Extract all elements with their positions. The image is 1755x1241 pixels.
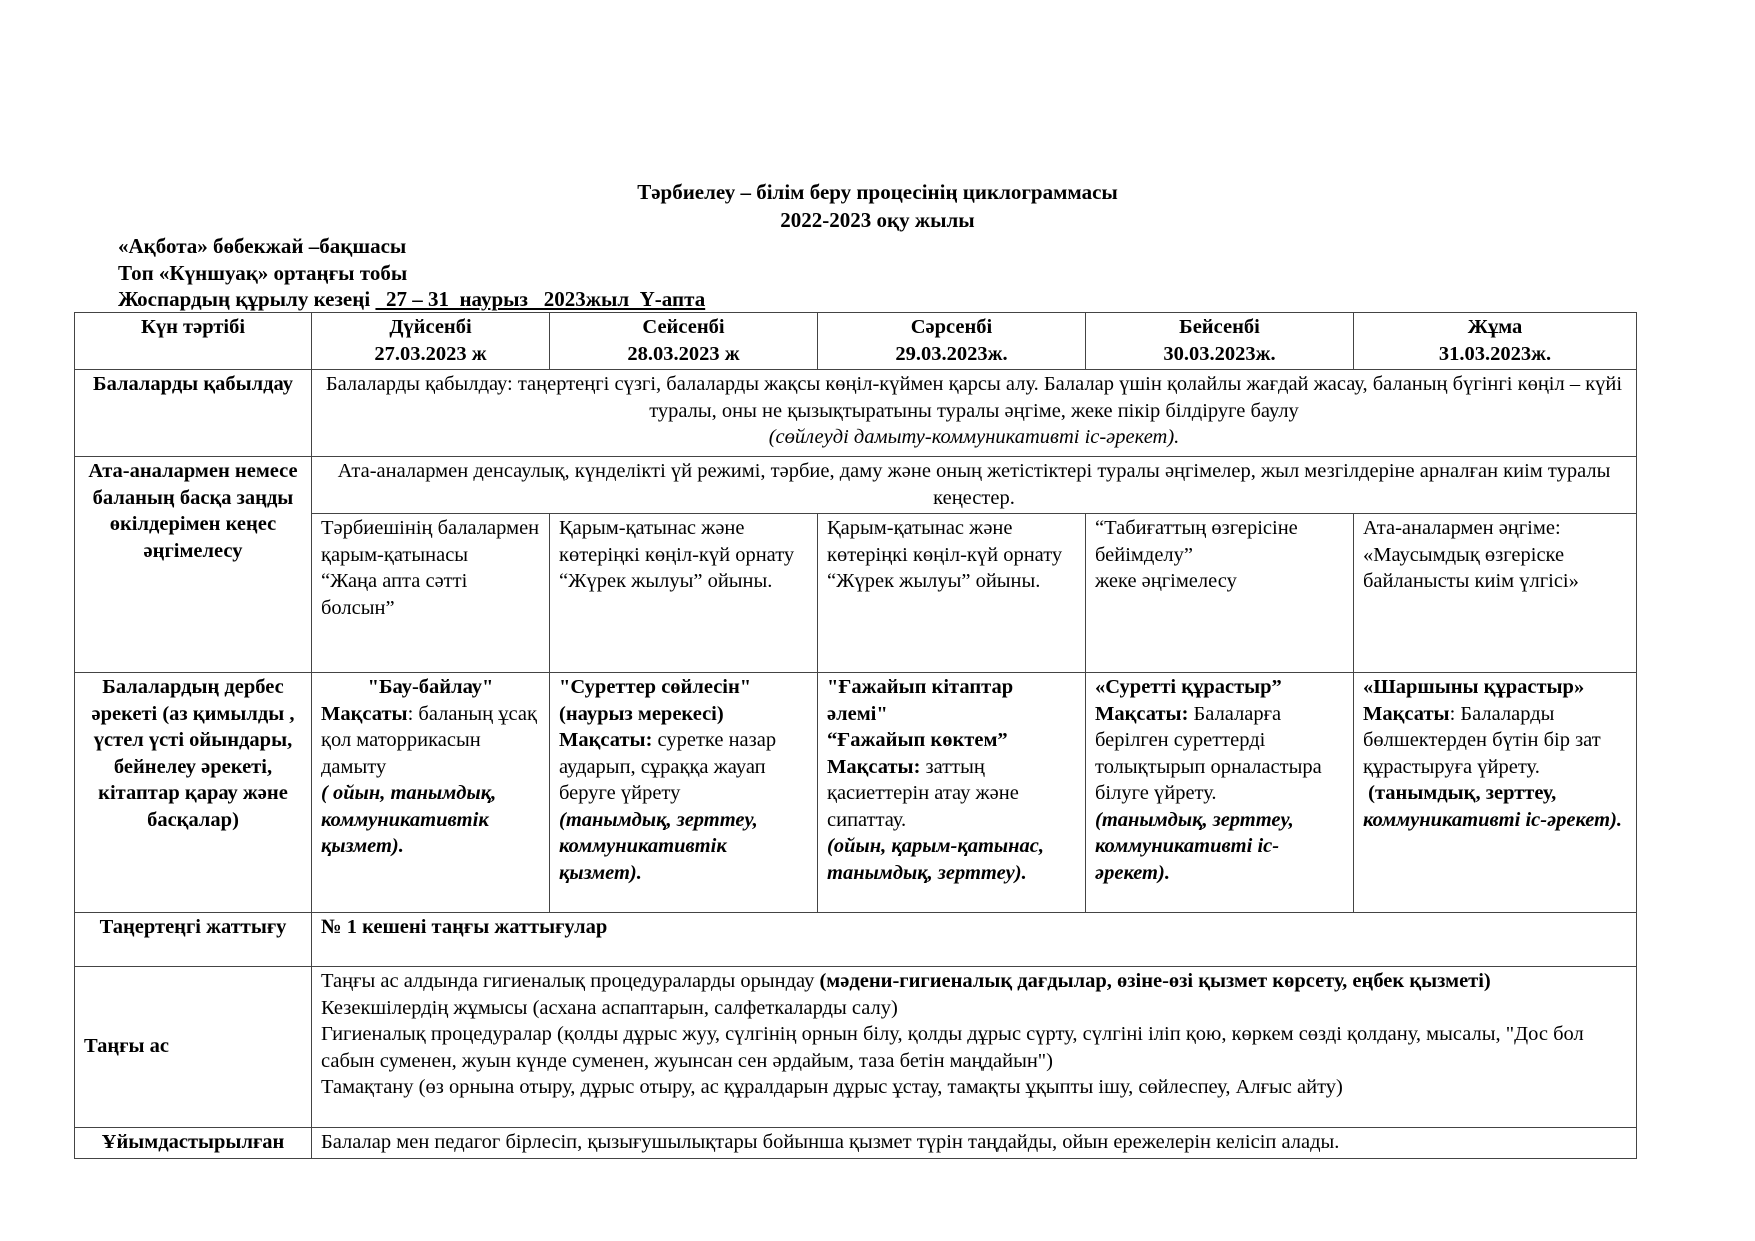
header-day-wednesday: Сәрсенбі 29.03.2023ж. bbox=[818, 313, 1086, 370]
activity-monday: "Бау-байлау" Мақсаты: баланың ұсақ қол маторрикасын дамыту ( ойын, танымдық, коммуникативтік қызмет). bbox=[312, 673, 550, 913]
parents-common-text: Ата-аналармен денсаулық, күнделікті үй режимі, тәрбие, даму және оның жетістіктері туралы әңгімелер, жыл мезгілдеріне арналған киім туралы кеңестер. bbox=[312, 457, 1637, 514]
group-name: Топ «Күншуақ» ортаңғы тобы bbox=[118, 261, 408, 285]
schedule-table bbox=[74, 312, 1637, 1159]
period-label: Жоспардың құрылу кезеңі bbox=[118, 287, 371, 311]
row-reception bbox=[75, 370, 1637, 457]
academic-year: 2022-2023 оқу жылы bbox=[780, 208, 975, 232]
row-label-independent-activity: Балалардың дербес әрекеті (аз қимылды , үстел үсті ойындары, бейнелеу әрекеті, кітаптар қарау және басқалар) bbox=[75, 673, 312, 913]
planning-period bbox=[118, 285, 705, 313]
row-independent-activity bbox=[75, 673, 1637, 913]
header-daily-routine: Күн тәртібі bbox=[75, 313, 312, 370]
activity-friday: «Шаршыны құрастыр» Мақсаты: Балаларды бөлшектерден бүтін бір зат құрастыруға үйрету. (танымдық, зерттеу, коммуникативті іс-әрекет). bbox=[1354, 673, 1637, 913]
row-label-organized-activity: Ұйымдастырылған bbox=[75, 1128, 312, 1159]
table-header-row bbox=[75, 313, 1637, 370]
row-label-morning-exercise: Таңертеңгі жаттығу bbox=[75, 913, 312, 967]
row-label-reception: Балаларды қабылдау bbox=[75, 370, 312, 457]
parents-tuesday: Қарым-қатынас және көтеріңкі көңіл-күй орнату “Жүрек жылуы” ойыны. bbox=[550, 514, 818, 673]
breakfast-text: Таңғы ас алдында гигиеналық процедураларды орындау (мәдени-гигиеналық дағдылар, өзіне-өзі қызмет көрсету, еңбек қызметі) Кезекшілердің жұмысы (асхана аспаптарын, салфеткаларды салу) Гигиеналық процедуралар (қолды дұрыс жуу, сүлгінің орнын білу, қолды дұрыс сүрту, сүлгіні іліп қою, көркем сөзді қолдану, мысалы, "Дос бол сабын суменен, жуын күнде суменен, жуынсан сен әрдайым, таза бетін маңдайын") Тамақтану (өз орнына отыру, дұрыс отыру, ас құралдарын дұрыс ұстау, тамақты ұқыпты ішу, сөйлеспеу, Алғыс айту) bbox=[312, 967, 1637, 1128]
row-label-breakfast: Таңғы ас bbox=[75, 967, 312, 1128]
kindergarten-name: «Ақбота» бөбекжай –бақшасы bbox=[118, 234, 407, 258]
document-title: Тәрбиелеу – білім беру процесінің циклограммасы bbox=[637, 180, 1118, 204]
row-parents bbox=[75, 457, 1637, 514]
period-value: 27 – 31 наурыз 2023жыл Ү-апта bbox=[375, 287, 706, 311]
activity-wednesday: "Ғажайып кітаптар әлемі" “Ғажайып көктем” Мақсаты: заттың қасиеттерін атау және сипаттау. (ойын, қарым-қатынас, танымдық, зерттеу). bbox=[818, 673, 1086, 913]
morning-exercise-text: № 1 кешені таңғы жаттығулар bbox=[312, 913, 1637, 967]
row-morning-exercise bbox=[75, 913, 1637, 967]
header-day-friday: Жұма 31.03.2023ж. bbox=[1354, 313, 1637, 370]
parents-monday: Тәрбиешінің балалармен қарым-қатынасы “Жаңа апта сәтті болсын” bbox=[312, 514, 550, 673]
header-day-tuesday: Сейсенбі 28.03.2023 ж bbox=[550, 313, 818, 370]
row-breakfast bbox=[75, 967, 1637, 1128]
activity-thursday: «Суретті құрастыр” Мақсаты: Балаларға берілген суреттерді толықтырып орналастыра білуге үйрету. (танымдық, зерттеу, коммуникативті іс-әрекет). bbox=[1086, 673, 1354, 913]
reception-text: Балаларды қабылдау: таңертеңгі сүзгі, балаларды жақсы көңіл-күймен қарсы алу. Балалар үшін қолайлы жағдай жасау, баланың бүгінгі көңіл – күйі туралы, оны не қызықтыратыны туралы әңгіме, жеке пікір білдіруге баулу (сөйлеуді дамыту-коммуникативті іс-әрекет). bbox=[312, 370, 1637, 457]
activity-tuesday: "Суреттер сөйлесін" (наурыз мерекесі) Мақсаты: суретке назар аударып, сұраққа жауап беруге үйрету (танымдық, зерттеу, коммуникативтік қызмет). bbox=[550, 673, 818, 913]
parents-friday: Ата-аналармен әңгіме: «Маусымдық өзгеріске байланысты киім үлгісі» bbox=[1354, 514, 1637, 673]
row-organized-activity bbox=[75, 1128, 1637, 1159]
parents-thursday: “Табиғаттың өзгерісіне бейімделу” жеке әңгімелесу bbox=[1086, 514, 1354, 673]
row-label-parents: Ата-аналармен немесе баланың басқа заңды өкілдерімен кеңес әңгімелесу bbox=[75, 457, 312, 673]
parents-wednesday: Қарым-қатынас және көтеріңкі көңіл-күй орнату “Жүрек жылуы” ойыны. bbox=[818, 514, 1086, 673]
header-day-monday: Дүйсенбі 27.03.2023 ж bbox=[312, 313, 550, 370]
organized-activity-text: Балалар мен педагог бірлесіп, қызығушылықтары бойынша қызмет түрін таңдайды, ойын ережелерін келісіп алады. bbox=[312, 1128, 1637, 1159]
header-day-thursday: Бейсенбі 30.03.2023ж. bbox=[1086, 313, 1354, 370]
